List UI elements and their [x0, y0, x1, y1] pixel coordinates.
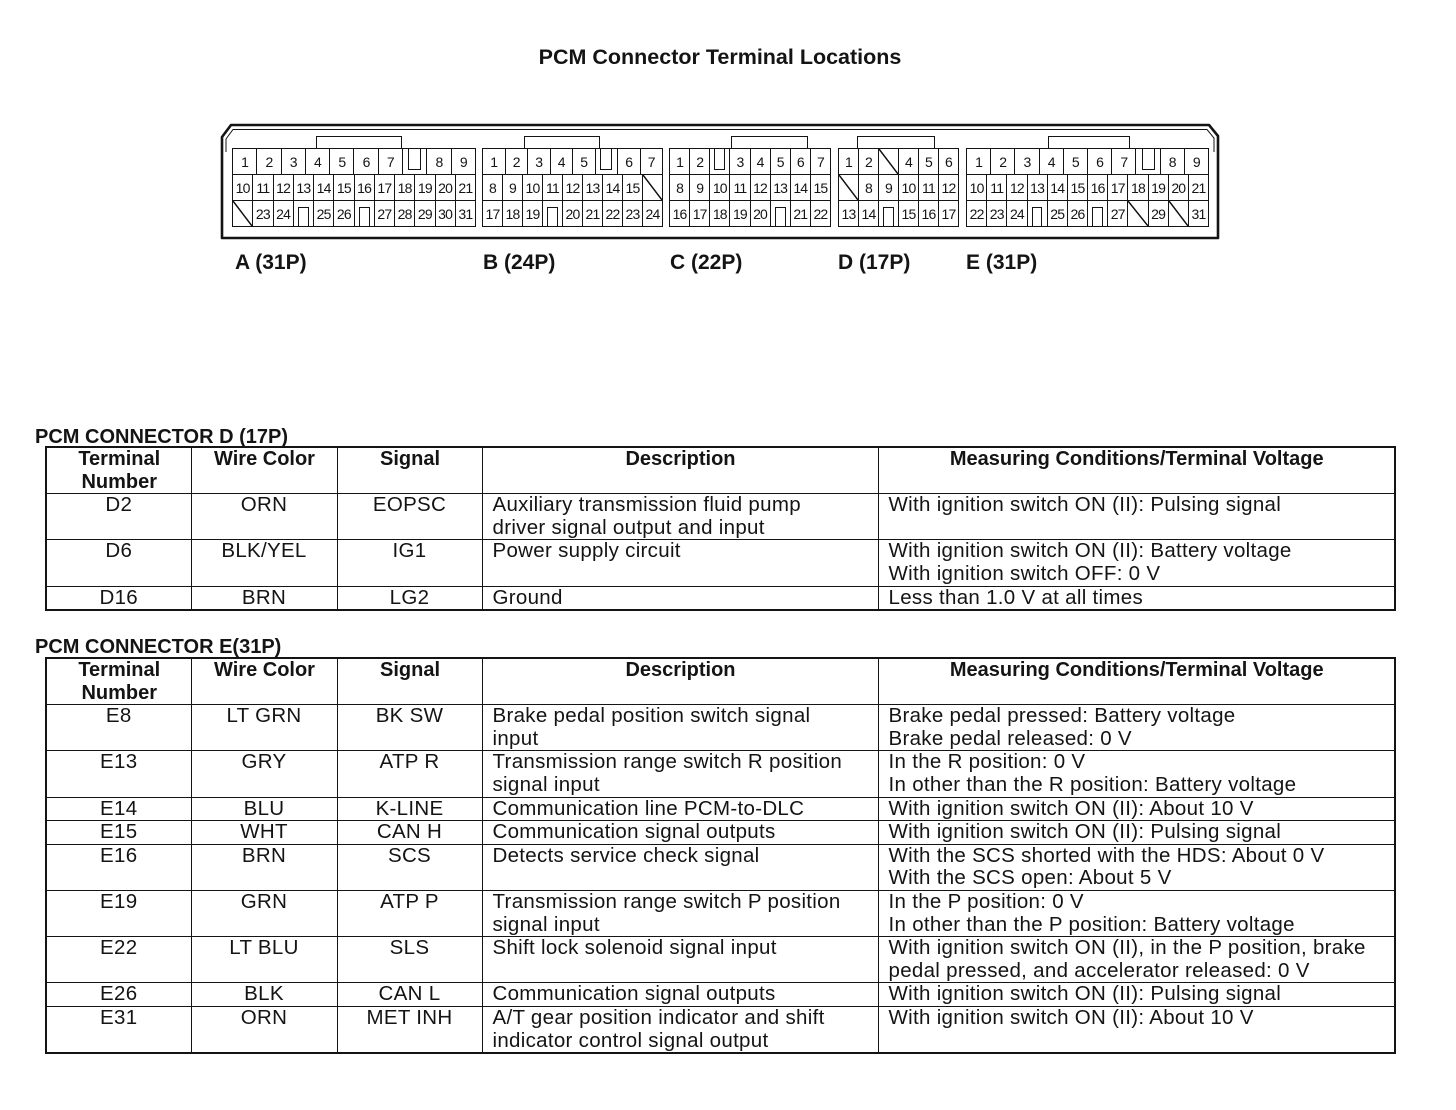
pin-row	[233, 175, 475, 201]
connector-label-e: E (31P)	[966, 251, 1038, 274]
terminal-pin: 17	[1108, 175, 1128, 200]
terminal-pin: 8	[1161, 149, 1185, 174]
terminal-pin: 17	[483, 201, 503, 226]
empty-cavity	[879, 149, 899, 174]
terminal-pin: 1	[483, 149, 506, 174]
connector-diagram	[0, 0, 1456, 290]
column-header: Terminal Number	[46, 447, 191, 494]
terminal-pin: 8	[483, 175, 503, 200]
pin-row	[839, 175, 958, 201]
terminal-pin: 31	[1191, 205, 1206, 222]
terminal-pin: 9	[879, 175, 899, 200]
table-row	[46, 937, 1395, 983]
terminal-pin: 2	[690, 149, 710, 174]
terminal-pin: 15	[1068, 175, 1088, 200]
column-header: Measuring Conditions/Terminal Voltage	[878, 447, 1395, 494]
conditions-cell: In the R position: 0 V In other than the R position: Battery voltage	[878, 751, 1395, 797]
terminal-pin: 17	[690, 201, 710, 226]
table-row	[46, 494, 1395, 540]
table-row	[46, 983, 1395, 1007]
wire-color-cell: BLK	[191, 983, 337, 1007]
terminal-number-cell: E15	[46, 821, 191, 845]
terminal-pin: 10	[710, 175, 730, 200]
terminal-number-cell: E13	[46, 751, 191, 797]
header-row	[46, 447, 1395, 494]
terminal-pin: 1	[839, 149, 859, 174]
connector-block-d	[838, 148, 959, 227]
column-header: Signal	[337, 658, 482, 705]
terminal-pin: 29	[415, 201, 435, 226]
terminal-pin: 16	[670, 201, 690, 226]
empty-cavity	[643, 175, 662, 200]
terminal-number-cell: E16	[46, 844, 191, 890]
terminal-pin: 18	[1128, 175, 1148, 200]
signal-cell: ATP R	[337, 751, 482, 797]
terminal-pin: 2	[859, 149, 879, 174]
conditions-cell: With the SCS shorted with the HDS: About 0 V With the SCS open: About 5 V	[878, 844, 1395, 890]
description-cell: Detects service check signal	[482, 844, 878, 890]
terminal-pin: 6	[354, 149, 378, 174]
terminal-pin: 18	[503, 201, 523, 226]
conditions-cell: With ignition switch ON (II), in the P position, brake pedal pressed, and accelerator released: 0 V	[878, 937, 1395, 983]
connector-label-a: A (31P)	[235, 251, 307, 274]
conditions-cell: With ignition switch ON (II): About 10 V	[878, 797, 1395, 821]
terminal-pin: 10	[899, 175, 919, 200]
terminal-pin: 16	[1088, 175, 1108, 200]
terminal-pin: 17	[941, 205, 956, 222]
empty-cavity	[1128, 201, 1148, 226]
terminal-pin: 21	[791, 201, 811, 226]
terminal-pin: 11	[253, 175, 273, 200]
key-notch	[1088, 201, 1108, 226]
terminal-pin: 9	[690, 175, 710, 200]
wire-color-cell: ORN	[191, 1006, 337, 1053]
terminal-pin: 22	[603, 201, 623, 226]
terminal-pin: 3	[528, 149, 551, 174]
key-notch	[1136, 149, 1160, 174]
key-tab	[316, 136, 402, 148]
terminal-pin: 15	[334, 175, 354, 200]
terminal-pin: 2	[257, 149, 281, 174]
terminal-pin: 16	[355, 175, 375, 200]
empty-cavity	[839, 175, 859, 200]
terminal-pin: 11	[543, 175, 563, 200]
connector-block-c	[669, 148, 831, 227]
column-header: Description	[482, 658, 878, 705]
signal-cell: MET INH	[337, 1006, 482, 1053]
wire-color-cell: ORN	[191, 494, 337, 540]
terminal-pin: 3	[730, 149, 750, 174]
terminal-pin: 6	[791, 149, 811, 174]
conditions-cell: Less than 1.0 V at all times	[878, 586, 1395, 610]
terminal-pin: 15	[813, 179, 828, 196]
terminal-pin: 1	[670, 149, 690, 174]
table-body	[46, 494, 1395, 610]
conditions-cell: With ignition switch ON (II): Pulsing signal	[878, 494, 1395, 540]
table-row	[46, 705, 1395, 751]
signal-cell: CAN L	[337, 983, 482, 1007]
signal-cell: K-LINE	[337, 797, 482, 821]
terminal-pin: 17	[375, 175, 395, 200]
signal-cell: ATP P	[337, 890, 482, 936]
terminal-pin: 4	[551, 149, 574, 174]
signal-cell: SLS	[337, 937, 482, 983]
key-notch	[355, 201, 375, 226]
description-cell: Auxiliary transmission fluid pump driver signal output and input	[482, 494, 878, 540]
terminal-pin: 20	[1169, 175, 1189, 200]
terminal-pin: 13	[294, 175, 314, 200]
terminal-pin: 4	[899, 149, 919, 174]
pin-row	[483, 175, 662, 201]
terminal-pin: 9	[1192, 153, 1200, 170]
terminal-pin: 12	[941, 179, 956, 196]
column-header: Wire Color	[191, 658, 337, 705]
terminal-pin: 3	[282, 149, 306, 174]
terminal-number-cell: E8	[46, 705, 191, 751]
terminal-pin: 11	[730, 175, 750, 200]
terminal-pin: 2	[991, 149, 1015, 174]
terminal-pin: 18	[710, 201, 730, 226]
terminal-pin: 20	[751, 201, 771, 226]
pin-row	[670, 149, 830, 175]
terminal-pin: 5	[771, 149, 791, 174]
table-body	[46, 705, 1395, 1053]
terminal-pin: 10	[523, 175, 543, 200]
terminal-pin: 6	[1088, 149, 1112, 174]
terminal-pin: 12	[1007, 175, 1027, 200]
key-notch	[294, 201, 314, 226]
terminal-pin: 14	[603, 175, 623, 200]
table-row	[46, 821, 1395, 845]
terminal-pin: 11	[919, 175, 939, 200]
pin-row	[233, 149, 475, 175]
terminal-pin: 8	[859, 175, 879, 200]
description-cell: Brake pedal position switch signal input	[482, 705, 878, 751]
terminal-pin: 4	[1040, 149, 1064, 174]
terminal-pin: 5	[573, 149, 596, 174]
page-title: PCM Connector Terminal Locations	[538, 45, 902, 69]
key-notch	[543, 201, 563, 226]
table-row	[46, 540, 1395, 586]
terminal-pin: 21	[458, 179, 473, 196]
terminal-pin: 23	[623, 201, 643, 226]
terminal-number-cell: E14	[46, 797, 191, 821]
terminal-pin: 3	[1015, 149, 1039, 174]
terminal-pin: 26	[1068, 201, 1088, 226]
conditions-cell: With ignition switch ON (II): About 10 V	[878, 1006, 1395, 1053]
wire-color-cell: BRN	[191, 586, 337, 610]
spec-table-connector-e	[45, 657, 1396, 1054]
terminal-pin: 24	[1007, 201, 1027, 226]
key-tab	[524, 136, 600, 148]
terminal-number-cell: E22	[46, 937, 191, 983]
table-row	[46, 586, 1395, 610]
terminal-pin: 26	[334, 201, 354, 226]
table-row	[46, 844, 1395, 890]
table-row	[46, 890, 1395, 936]
terminal-pin: 2	[506, 149, 529, 174]
terminal-pin: 22	[813, 205, 828, 222]
terminal-pin: 10	[233, 175, 253, 200]
terminal-pin: 9	[503, 175, 523, 200]
description-cell: Power supply circuit	[482, 540, 878, 586]
terminal-pin: 7	[1112, 149, 1136, 174]
key-notch	[771, 201, 791, 226]
column-header: Measuring Conditions/Terminal Voltage	[878, 658, 1395, 705]
conditions-cell: With ignition switch ON (II): Pulsing signal	[878, 983, 1395, 1007]
pin-row	[483, 149, 662, 175]
signal-cell: IG1	[337, 540, 482, 586]
table-row	[46, 751, 1395, 797]
empty-cavity	[233, 201, 253, 226]
description-cell: Communication line PCM-to-DLC	[482, 797, 878, 821]
key-tab	[1048, 136, 1130, 148]
pin-row	[839, 201, 958, 226]
signal-cell: SCS	[337, 844, 482, 890]
section-title-connector-d: PCM CONNECTOR D (17P)	[35, 426, 288, 448]
terminal-pin: 27	[375, 201, 395, 226]
description-cell: Shift lock solenoid signal input	[482, 937, 878, 983]
terminal-pin: 23	[253, 201, 273, 226]
pin-row	[839, 149, 958, 175]
terminal-pin: 13	[771, 175, 791, 200]
conditions-cell: With ignition switch ON (II): Battery voltage With ignition switch OFF: 0 V	[878, 540, 1395, 586]
wire-color-cell: WHT	[191, 821, 337, 845]
terminal-pin: 31	[458, 205, 473, 222]
connector-block-e	[966, 148, 1209, 227]
pin-row	[967, 175, 1208, 201]
terminal-pin: 23	[987, 201, 1007, 226]
key-notch	[596, 149, 619, 174]
signal-cell: EOPSC	[337, 494, 482, 540]
column-header: Description	[482, 447, 878, 494]
terminal-pin: 14	[1048, 175, 1068, 200]
connector-block-a	[232, 148, 476, 227]
terminal-pin: 28	[395, 201, 415, 226]
signal-cell: LG2	[337, 586, 482, 610]
description-cell: Communication signal outputs	[482, 983, 878, 1007]
description-cell: Communication signal outputs	[482, 821, 878, 845]
terminal-pin: 25	[1048, 201, 1068, 226]
terminal-pin: 6	[945, 153, 952, 170]
terminal-pin: 19	[523, 201, 543, 226]
terminal-pin: 7	[816, 153, 824, 170]
terminal-number-cell: E26	[46, 983, 191, 1007]
terminal-pin: 16	[919, 201, 939, 226]
description-cell: Ground	[482, 586, 878, 610]
spec-table-connector-d	[45, 446, 1396, 611]
terminal-pin: 19	[415, 175, 435, 200]
terminal-pin: 13	[583, 175, 603, 200]
connector-block-b	[482, 148, 663, 227]
key-notch	[879, 201, 899, 226]
terminal-pin: 9	[459, 153, 467, 170]
key-tab	[857, 136, 935, 148]
connector-label-b: B (24P)	[483, 251, 556, 274]
conditions-cell: In the P position: 0 V In other than the P position: Battery voltage	[878, 890, 1395, 936]
terminal-pin: 12	[563, 175, 583, 200]
description-cell: Transmission range switch R position signal input	[482, 751, 878, 797]
terminal-number-cell: D2	[46, 494, 191, 540]
table-row	[46, 1006, 1395, 1053]
section-title-connector-e: PCM CONNECTOR E(31P)	[35, 636, 282, 658]
terminal-pin: 10	[967, 175, 987, 200]
description-cell: Transmission range switch P position signal input	[482, 890, 878, 936]
header-row	[46, 658, 1395, 705]
conditions-cell: Brake pedal pressed: Battery voltage Brake pedal released: 0 V	[878, 705, 1395, 751]
terminal-pin: 5	[1064, 149, 1088, 174]
terminal-pin: 29	[1149, 201, 1169, 226]
key-notch	[710, 149, 730, 174]
column-header: Terminal Number	[46, 658, 191, 705]
wire-color-cell: BLU	[191, 797, 337, 821]
terminal-pin: 24	[274, 201, 294, 226]
pin-row	[483, 201, 662, 226]
signal-cell: BK SW	[337, 705, 482, 751]
terminal-pin: 14	[859, 201, 879, 226]
terminal-pin: 7	[379, 149, 403, 174]
terminal-pin: 21	[583, 201, 603, 226]
terminal-pin: 22	[967, 201, 987, 226]
description-cell: A/T gear position indicator and shift indicator control signal output	[482, 1006, 878, 1053]
terminal-pin: 5	[919, 149, 939, 174]
terminal-number-cell: D6	[46, 540, 191, 586]
terminal-pin: 15	[623, 175, 643, 200]
wire-color-cell: GRY	[191, 751, 337, 797]
terminal-pin: 24	[645, 205, 660, 222]
terminal-pin: 13	[1028, 175, 1048, 200]
terminal-pin: 21	[1191, 179, 1206, 196]
conditions-cell: With ignition switch ON (II): Pulsing signal	[878, 821, 1395, 845]
wire-color-cell: BRN	[191, 844, 337, 890]
terminal-pin: 14	[314, 175, 334, 200]
pin-row	[233, 201, 475, 226]
terminal-number-cell: D16	[46, 586, 191, 610]
pin-row	[670, 201, 830, 226]
terminal-pin: 12	[274, 175, 294, 200]
pin-row	[967, 201, 1208, 226]
terminal-pin: 7	[647, 153, 655, 170]
wire-color-cell: GRN	[191, 890, 337, 936]
terminal-pin: 14	[791, 175, 811, 200]
pin-row	[967, 149, 1208, 175]
wire-color-cell: LT GRN	[191, 705, 337, 751]
terminal-pin: 20	[436, 175, 456, 200]
terminal-pin: 5	[330, 149, 354, 174]
terminal-pin: 8	[427, 149, 451, 174]
terminal-pin: 13	[839, 201, 859, 226]
key-notch	[403, 149, 427, 174]
terminal-pin: 4	[751, 149, 771, 174]
key-tab	[731, 136, 808, 148]
terminal-pin: 25	[314, 201, 334, 226]
wire-color-cell: LT BLU	[191, 937, 337, 983]
terminal-pin: 19	[730, 201, 750, 226]
column-header: Signal	[337, 447, 482, 494]
terminal-number-cell: E19	[46, 890, 191, 936]
terminal-pin: 19	[1149, 175, 1169, 200]
terminal-pin: 1	[967, 149, 991, 174]
table-row	[46, 797, 1395, 821]
empty-cavity	[1169, 201, 1189, 226]
wire-color-cell: BLK/YEL	[191, 540, 337, 586]
connector-label-d: D (17P)	[838, 251, 911, 274]
column-header: Wire Color	[191, 447, 337, 494]
terminal-pin: 20	[563, 201, 583, 226]
terminal-pin: 11	[987, 175, 1007, 200]
terminal-pin: 4	[306, 149, 330, 174]
pin-row	[670, 175, 830, 201]
terminal-pin: 18	[395, 175, 415, 200]
terminal-pin: 6	[618, 149, 641, 174]
terminal-pin: 1	[233, 149, 257, 174]
connector-label-c: C (22P)	[670, 251, 743, 274]
signal-cell: CAN H	[337, 821, 482, 845]
terminal-pin: 27	[1108, 201, 1128, 226]
key-notch	[1028, 201, 1048, 226]
terminal-pin: 15	[899, 201, 919, 226]
terminal-pin: 30	[436, 201, 456, 226]
terminal-pin: 12	[751, 175, 771, 200]
terminal-number-cell: E31	[46, 1006, 191, 1053]
terminal-pin: 8	[670, 175, 690, 200]
